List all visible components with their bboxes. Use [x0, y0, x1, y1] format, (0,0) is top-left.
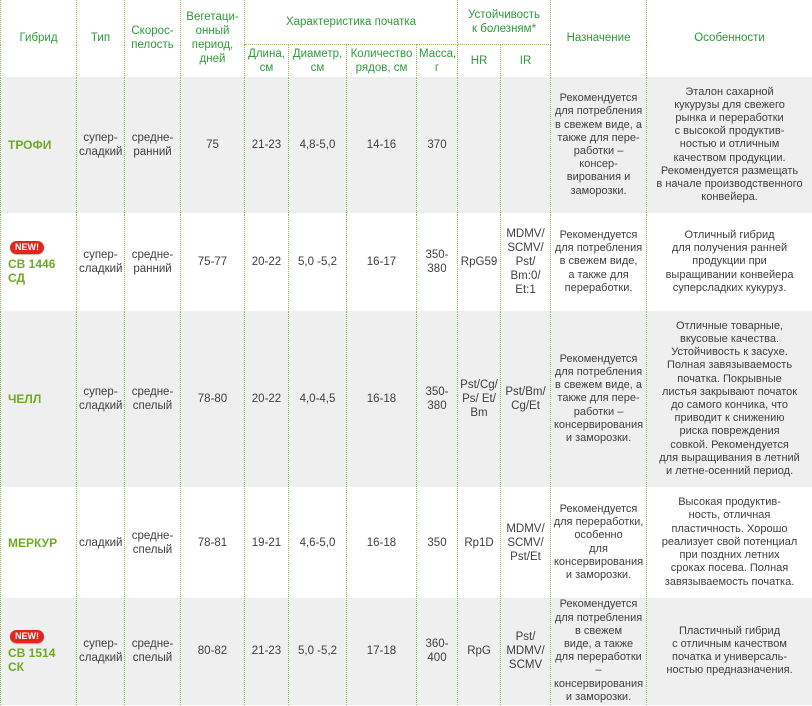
speed-cell: средне- спелый — [125, 598, 181, 705]
hybrid-name-cell — [1, 488, 77, 598]
features-cell: Высокая продуктив- ность, отличная пластичность. Хорошо реализует свой потенциал при поздних летних сроках посева. Полная завязываемость початка. — [647, 488, 812, 598]
hybrid-name: СВ 1446 СД — [8, 257, 56, 285]
speed-cell: средне- ранний — [125, 214, 181, 311]
hr-cell — [458, 77, 501, 214]
col-rows: Количество рядов, см — [347, 45, 417, 77]
features-cell: Отличные товарные, вкусовые качества. Устойчивость к засухе. Полная завязываемость початка. Покрывные листья закрывают початок до самого кончика, что приводит к снижению риска повреждения совкой. Рекомендуется для выращивания в летний и летне-осенний период. — [647, 311, 812, 488]
col-diameter: Диаметр, см — [289, 45, 347, 77]
type-cell: сладкий — [77, 488, 125, 598]
ir-cell: MDMV/ SCMV/ Pst/ Bm:0/ Et:1 — [501, 214, 551, 311]
col-purpose: Назначение — [551, 0, 647, 77]
col-hr: HR — [458, 45, 501, 77]
features-cell: Отличный гибрид для получения ранней продукции при выращивании конвейера суперсладких кукуруз. — [647, 214, 812, 311]
speed-cell: средне- ранний — [125, 77, 181, 214]
table-row — [1, 311, 812, 488]
vegetation-cell: 78-81 — [181, 488, 245, 598]
hybrid-name: МЕРКУР — [8, 535, 58, 550]
mass-cell: 350 — [417, 488, 458, 598]
hr-cell: RpG59 — [458, 214, 501, 311]
speed-cell: средне- спелый — [125, 488, 181, 598]
table-row — [1, 488, 812, 598]
hr-cell: RpG — [458, 598, 501, 705]
rows-cell: 16-18 — [347, 311, 417, 488]
purpose-cell: Рекомендуется для переработки, особенно для консервирования и заморозки. — [551, 488, 647, 598]
ir-cell: Pst/Bm/ Cg/Et — [501, 311, 551, 488]
mass-cell: 350- 380 — [417, 214, 458, 311]
rows-cell: 17-18 — [347, 598, 417, 705]
col-length: Длина, см — [245, 45, 289, 77]
table-row — [1, 214, 812, 311]
new-badge: NEW! — [10, 630, 44, 643]
col-speed: Скорос- пелость — [125, 0, 181, 77]
hybrid-name: ТРОФИ — [8, 138, 52, 152]
table-header — [1, 0, 812, 77]
ir-cell: Pst/ MDMV/ SCMV — [501, 598, 551, 705]
hybrid-name-cell — [1, 214, 77, 311]
type-cell: супер- сладкий — [77, 214, 125, 311]
table-row — [1, 598, 812, 705]
col-features: Особенности — [647, 0, 812, 77]
hr-cell: Rp1D — [458, 488, 501, 598]
mass-cell: 360- 400 — [417, 598, 458, 705]
type-cell: супер- сладкий — [77, 311, 125, 488]
col-vegetation: Вегетаци- онный период, дней — [181, 0, 245, 77]
mass-cell: 370 — [417, 77, 458, 214]
ir-cell — [501, 77, 551, 214]
ir-cell: MDMV/ SCMV/ Pst/Et — [501, 488, 551, 598]
vegetation-cell: 78-80 — [181, 311, 245, 488]
table-row — [1, 77, 812, 214]
mass-cell: 350- 380 — [417, 311, 458, 488]
rows-cell: 14-16 — [347, 77, 417, 214]
rows-cell: 16-18 — [347, 488, 417, 598]
col-ir: IR — [501, 45, 551, 77]
type-cell: супер- сладкий — [77, 77, 125, 214]
vegetation-cell: 75-77 — [181, 214, 245, 311]
vegetation-cell: 75 — [181, 77, 245, 214]
purpose-cell: Рекомендуется для потребления в свежем виде, а также для переработки. — [551, 214, 647, 311]
col-hybrid: Гибрид — [1, 0, 77, 77]
col-group-resistance: Устойчивость к болезням* — [458, 0, 551, 45]
length-cell: 21-23 — [245, 77, 289, 214]
length-cell: 20-22 — [245, 311, 289, 488]
hybrid-name: СВ 1514 СК — [8, 646, 56, 675]
hr-cell: Pst/Cg/ Ps/ Et/ Bm — [458, 311, 501, 488]
length-cell: 21-23 — [245, 598, 289, 705]
col-type: Тип — [77, 0, 125, 77]
diameter-cell: 4,0-4,5 — [289, 311, 347, 488]
hybrid-name-cell — [1, 77, 77, 214]
table-body — [1, 77, 812, 705]
hybrid-name: ЧЕЛЛ — [8, 392, 42, 406]
new-badge: NEW! — [10, 241, 44, 254]
purpose-cell: Рекомендуется для потребления в свежем виде, а также для пере- работки – консервирования и заморозки. — [551, 311, 647, 488]
diameter-cell: 4,8-5,0 — [289, 77, 347, 214]
speed-cell: средне- спелый — [125, 311, 181, 488]
col-group-ear: Характеристика початка — [245, 0, 458, 45]
rows-cell: 16-17 — [347, 214, 417, 311]
hybrid-name-cell — [1, 311, 77, 488]
purpose-cell: Рекомендуется для потребления в свежем виде, а также для пере- работки – консер- вирования и заморозки. — [551, 77, 647, 214]
features-cell: Эталон сахарной кукурузы для свежего рынка и переработки с высокой продуктив- ностью и отличным качеством продукции. Рекомендуется размещать в начале производственного конвейера. — [647, 77, 812, 214]
hybrid-name-cell — [1, 598, 77, 705]
diameter-cell: 4,6-5,0 — [289, 488, 347, 598]
length-cell: 19-21 — [245, 488, 289, 598]
length-cell: 20-22 — [245, 214, 289, 311]
vegetation-cell: 80-82 — [181, 598, 245, 705]
col-mass: Масса, г — [417, 45, 458, 77]
diameter-cell: 5,0 -5,2 — [289, 598, 347, 705]
type-cell: супер- сладкий — [77, 598, 125, 705]
features-cell: Пластичный гибрид с отличным качеством початка и универсаль- ностью предназначения. — [647, 598, 812, 705]
diameter-cell: 5,0 -5,2 — [289, 214, 347, 311]
purpose-cell: Рекомендуется для потребления в свежем виде, а также для переработки – консервирования и заморозки. — [551, 598, 647, 705]
